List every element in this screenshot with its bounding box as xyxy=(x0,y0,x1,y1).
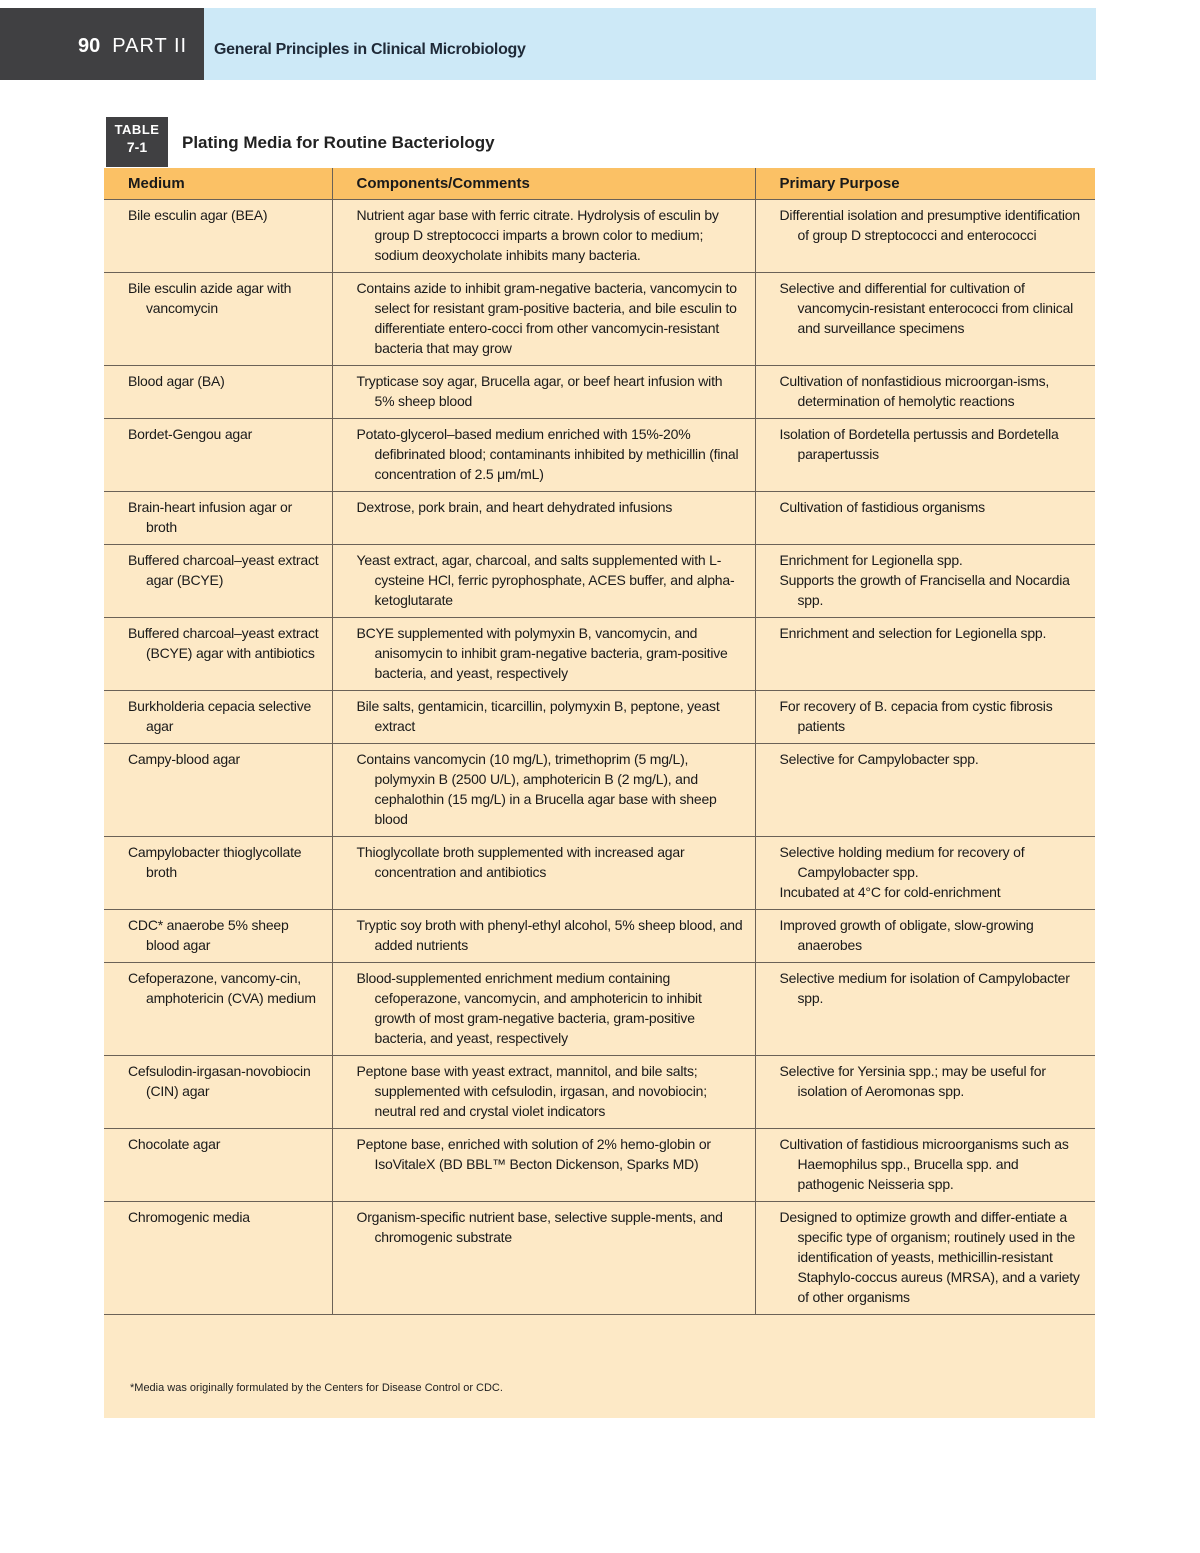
purpose-cell xyxy=(755,690,1095,743)
medium-cell xyxy=(104,1128,332,1201)
components-cell xyxy=(332,962,755,1055)
cell-text: Cefsulodin-irgasan-novobiocin (CIN) agar xyxy=(128,1062,311,1099)
table-row xyxy=(104,962,1095,1055)
cell-text: Peptone base, enriched with solution of 2% hemo-globin or IsoVitaleX (BD BBL™ Becton Dickenson, Sparks MD) xyxy=(356,1135,711,1172)
components-cell xyxy=(332,1201,755,1314)
cell-text: Burkholderia cepacia selective agar xyxy=(128,697,312,734)
plating-media-table xyxy=(104,168,1095,1315)
cell-text: Supports the growth of Francisella and Nocardia spp. xyxy=(779,571,1070,608)
cell-text: Chocolate agar xyxy=(128,1135,221,1152)
components-cell xyxy=(332,690,755,743)
components-cell xyxy=(332,272,755,365)
medium-cell xyxy=(104,743,332,836)
components-cell xyxy=(332,617,755,690)
cell-text: Bordet-Gengou agar xyxy=(128,425,253,442)
cell-text: Selective medium for isolation of Campylobacter spp. xyxy=(779,969,1070,1006)
purpose-cell xyxy=(755,836,1095,909)
table-row xyxy=(104,365,1095,418)
table-row xyxy=(104,690,1095,743)
cell-text: Cultivation of fastidious organisms xyxy=(779,498,985,515)
purpose-cell xyxy=(755,544,1095,617)
medium-cell xyxy=(104,836,332,909)
cell-text: Selective for Campylobacter spp. xyxy=(779,750,979,767)
cell-text: Selective for Yersinia spp.; may be useful for isolation of Aeromonas spp. xyxy=(779,1062,1046,1099)
page-number: 90 xyxy=(78,35,101,57)
components-cell xyxy=(332,544,755,617)
table-row xyxy=(104,418,1095,491)
cell-text: Potato-glycerol–based medium enriched with 15%-20% defibrinated blood; contaminants inhibited by methicillin (final concentration of 2.5 μm/mL) xyxy=(356,425,739,482)
purpose-cell xyxy=(755,1201,1095,1314)
purpose-cell xyxy=(755,365,1095,418)
medium-cell xyxy=(104,199,332,272)
components-cell xyxy=(332,199,755,272)
cell-text: Cefoperazone, vancomy-cin, amphotericin (CVA) medium xyxy=(128,969,316,1006)
cell-text: Dextrose, pork brain, and heart dehydrated infusions xyxy=(356,498,673,515)
cell-text: Blood-supplemented enrichment medium containing cefoperazone, vancomycin, and amphotericin to inhibit growth of most gram-negative bacteria, gram-positive bacteria, and yeast, respectively xyxy=(356,969,702,1046)
purpose-cell xyxy=(755,909,1095,962)
purpose-cell xyxy=(755,199,1095,272)
cell-text: Incubated at 4°C for cold-enrichment xyxy=(779,883,1001,900)
cell-text: Campylobacter thioglycollate broth xyxy=(128,843,302,880)
medium-cell xyxy=(104,909,332,962)
table-badge xyxy=(106,117,168,167)
components-cell xyxy=(332,1128,755,1201)
medium-cell xyxy=(104,962,332,1055)
table-row xyxy=(104,544,1095,617)
cell-text: Enrichment for Legionella spp. xyxy=(779,551,963,568)
section-title: General Principles in Clinical Microbiology xyxy=(214,41,526,58)
table-row xyxy=(104,743,1095,836)
table-row xyxy=(104,617,1095,690)
medium-cell xyxy=(104,1201,332,1314)
cell-text: Nutrient agar base with ferric citrate. Hydrolysis of esculin by group D streptococci imparts a brown color to medium; sodium deoxycholate inhibits many bacteria. xyxy=(356,206,719,263)
table-badge-label: TABLE xyxy=(114,122,160,137)
cell-text: Enrichment and selection for Legionella spp. xyxy=(779,624,1047,641)
column-header-components: Components/Comments xyxy=(332,168,755,199)
table-body xyxy=(104,199,1095,1314)
cell-text: Contains vancomycin (10 mg/L), trimethoprim (5 mg/L), polymyxin B (2500 U/L), amphotericin B (2 mg/L), and cephalothin (15 mg/L) in a Brucella agar base with sheep blood xyxy=(356,750,717,827)
cell-text: Buffered charcoal–yeast extract agar (BCYE) xyxy=(128,551,319,588)
cell-text: Cultivation of nonfastidious microorgan-isms, determination of hemolytic reactions xyxy=(779,372,1050,409)
cell-text: Chromogenic media xyxy=(128,1208,250,1225)
table-row xyxy=(104,199,1095,272)
cell-text: Buffered charcoal–yeast extract (BCYE) agar with antibiotics xyxy=(128,624,319,661)
cell-text: Bile esculin agar (BEA) xyxy=(128,206,268,223)
column-header-medium: Medium xyxy=(104,168,332,199)
cell-text: Bile esculin azide agar with vancomycin xyxy=(128,279,292,316)
medium-cell xyxy=(104,272,332,365)
purpose-cell xyxy=(755,617,1095,690)
purpose-cell xyxy=(755,418,1095,491)
cell-text: Bile salts, gentamicin, ticarcillin, polymyxin B, peptone, yeast extract xyxy=(356,697,720,734)
medium-cell xyxy=(104,617,332,690)
purpose-cell xyxy=(755,1055,1095,1128)
medium-cell xyxy=(104,418,332,491)
components-cell xyxy=(332,836,755,909)
table-badge-number: 7-1 xyxy=(126,139,148,155)
purpose-cell xyxy=(755,1128,1095,1201)
table-row xyxy=(104,272,1095,365)
table-header-row xyxy=(104,168,1095,199)
cell-text: Brain-heart infusion agar or broth xyxy=(128,498,293,535)
header-page-label xyxy=(78,8,187,80)
medium-cell xyxy=(104,365,332,418)
table-title: Plating Media for Routine Bacteriology xyxy=(182,133,495,152)
cell-text: Cultivation of fastidious microorganisms such as Haemophilus spp., Brucella spp. and pathogenic Neisseria spp. xyxy=(779,1135,1069,1192)
components-cell xyxy=(332,418,755,491)
cell-text: Isolation of Bordetella pertussis and Bordetella parapertussis xyxy=(779,425,1059,462)
cell-text: Organism-specific nutrient base, selective supple-ments, and chromogenic substrate xyxy=(356,1208,723,1245)
purpose-cell xyxy=(755,272,1095,365)
cell-text: Designed to optimize growth and differ-entiate a specific type of organism; routinely used in the identification of yeasts, methicillin-resistant Staphylo-coccus aureus (MRSA), and a variety of other organisms xyxy=(779,1208,1080,1305)
purpose-cell xyxy=(755,743,1095,836)
cell-text: Tryptic soy broth with phenyl-ethyl alcohol, 5% sheep blood, and added nutrients xyxy=(356,916,743,953)
table-footnote: *Media was originally formulated by the Centers for Disease Control or CDC. xyxy=(130,1382,503,1394)
table-row xyxy=(104,1201,1095,1314)
components-cell xyxy=(332,743,755,836)
medium-cell xyxy=(104,491,332,544)
components-cell xyxy=(332,365,755,418)
cell-text: Campy-blood agar xyxy=(128,750,240,767)
table-row xyxy=(104,1055,1095,1128)
cell-text: Selective and differential for cultivation of vancomycin-resistant enterococci from clinical and surveillance specimens xyxy=(779,279,1074,336)
components-cell xyxy=(332,1055,755,1128)
cell-text: For recovery of B. cepacia from cystic fibrosis patients xyxy=(779,697,1053,734)
cell-text: Selective holding medium for recovery of Campylobacter spp. xyxy=(779,843,1025,880)
cell-text: Thioglycollate broth supplemented with increased agar concentration and antibiotics xyxy=(356,843,685,880)
column-header-purpose: Primary Purpose xyxy=(755,168,1095,199)
medium-cell xyxy=(104,690,332,743)
purpose-cell xyxy=(755,962,1095,1055)
cell-text: Blood agar (BA) xyxy=(128,372,225,389)
components-cell xyxy=(332,491,755,544)
cell-text: BCYE supplemented with polymyxin B, vancomycin, and anisomycin to inhibit gram-negative bacteria, gram-positive bacteria, and yeast, respectively xyxy=(356,624,728,681)
table-row xyxy=(104,909,1095,962)
cell-text: Yeast extract, agar, charcoal, and salts supplemented with L-cysteine HCl, ferric pyrophosphate, ACES buffer, and alpha-ketoglutarate xyxy=(356,551,735,608)
cell-text: CDC* anaerobe 5% sheep blood agar xyxy=(128,916,289,953)
cell-text: Contains azide to inhibit gram-negative bacteria, vancomycin to select for resistant gram-positive bacteria, and bile esculin to differentiate entero-cocci from other vancomycin-resistant bacteria that may grow xyxy=(356,279,737,356)
purpose-cell xyxy=(755,491,1095,544)
cell-text: Differential isolation and presumptive identification of group D streptococci and enterococci xyxy=(779,206,1080,243)
part-label: PART II xyxy=(112,35,188,57)
table-row xyxy=(104,491,1095,544)
cell-text: Peptone base with yeast extract, mannitol, and bile salts; supplemented with cefsulodin, irgasan, and novobiocin; neutral red and crystal violet indicators xyxy=(356,1062,707,1119)
medium-cell xyxy=(104,544,332,617)
table-row xyxy=(104,1128,1095,1201)
components-cell xyxy=(332,909,755,962)
medium-cell xyxy=(104,1055,332,1128)
cell-text: Improved growth of obligate, slow-growing anaerobes xyxy=(779,916,1034,953)
table-row xyxy=(104,836,1095,909)
cell-text: Trypticase soy agar, Brucella agar, or beef heart infusion with 5% sheep blood xyxy=(356,372,723,409)
